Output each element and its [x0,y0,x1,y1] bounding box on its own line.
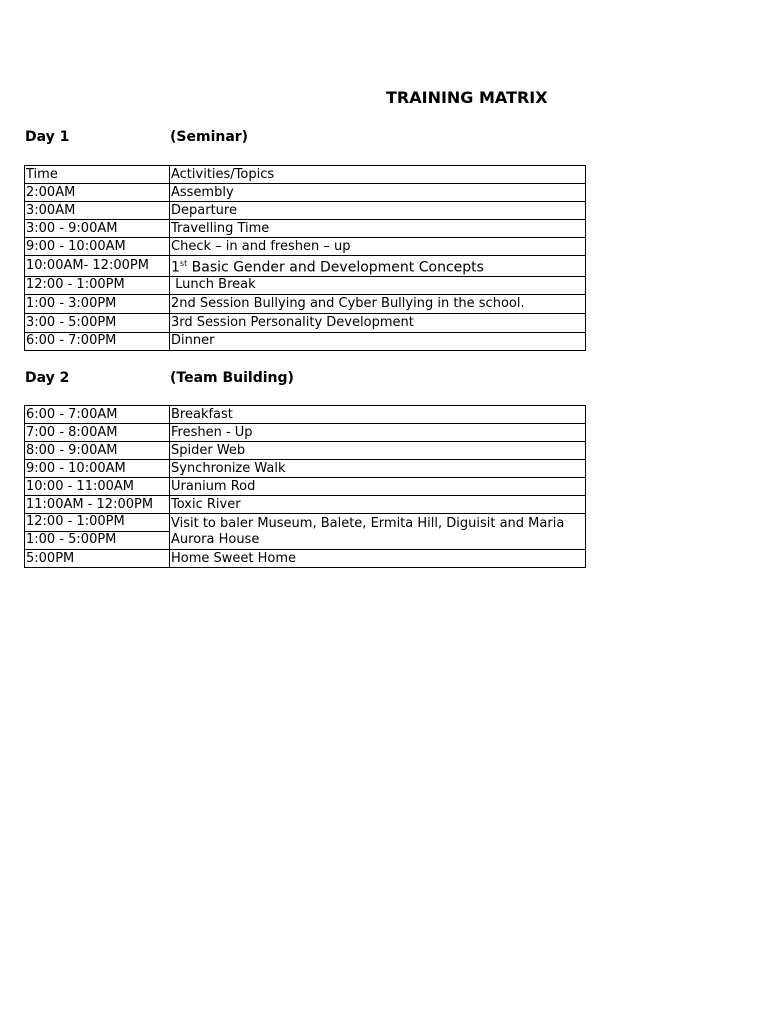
table-row [25,256,586,277]
time-cell: 12:00 - 1:00PM [25,276,170,294]
activity-cell: Home Sweet Home [170,550,586,568]
activity-cell: Departure [170,202,586,220]
activity-cell: Dinner [170,332,586,350]
time-cell: 10:00 - 11:00AM [25,478,170,496]
activity-cell: Synchronize Walk [170,460,586,478]
time-cell: 1:00 - 3:00PM [25,294,170,313]
time-cell: 10:00AM- 12:00PM [25,256,170,277]
activity-cell: Uranium Rod [170,478,586,496]
table-row [25,550,586,568]
time-cell: 12:00 - 1:00PM [26,514,125,529]
time-cell: 2:00AM [25,184,170,202]
table-row [25,202,586,220]
time-cell: 8:00 - 9:00AM [25,442,170,460]
time-cell: 1:00 - 5:00PM [25,531,169,549]
table-row [25,424,586,442]
activity-cell: Travelling Time [170,220,586,238]
time-cell: 11:00AM - 12:00PM [25,496,170,514]
activity-cell: 2nd Session Bullying and Cyber Bullying in the school. [170,294,586,313]
time-cell: 6:00 - 7:00PM [25,332,170,350]
table-header-row [25,166,586,184]
time-cell: 6:00 - 7:00AM [25,406,170,424]
table-row-merged [25,514,586,550]
table-row [25,442,586,460]
table-row [25,496,586,514]
table-row [25,460,586,478]
document-title: TRAINING MATRIX [386,88,548,107]
time-cell: 3:00 - 9:00AM [25,220,170,238]
activity-cell: Breakfast [170,406,586,424]
day1-schedule-table [24,165,586,351]
table-row [25,276,586,294]
day2-label: Day 2 [25,370,70,386]
time-cell: 3:00 - 5:00PM [25,313,170,332]
time-cell: 3:00AM [25,202,170,220]
activity-cell: Freshen - Up [170,424,586,442]
time-cell: 9:00 - 10:00AM [25,238,170,256]
table-row [25,238,586,256]
table-row [25,220,586,238]
activity-cell: Lunch Break [170,276,586,294]
activity-cell [170,256,586,277]
activity-cell: Check – in and freshen – up [170,238,586,256]
activity-cell: 3rd Session Personality Development [170,313,586,332]
table-row [25,332,586,350]
activity-cell: Visit to baler Museum, Balete, Ermita Hill, Diguisit and Maria Aurora House [170,514,586,550]
day2-schedule-table [24,405,586,568]
table-row [25,406,586,424]
time-cell: 9:00 - 10:00AM [25,460,170,478]
header-activity: Activities/Topics [170,166,586,184]
activity-cell: Toxic River [170,496,586,514]
table-row [25,184,586,202]
table-row [25,313,586,332]
table-row [25,294,586,313]
activity-cell: Spider Web [170,442,586,460]
activity-cell: Assembly [170,184,586,202]
day2-subtitle: (Team Building) [170,370,294,386]
table-row [25,478,586,496]
time-cell-stack [25,514,170,550]
ordinal-suffix: st [179,259,188,268]
day1-label: Day 1 [25,129,70,145]
activity-text: Basic Gender and Development Concepts [187,259,484,276]
time-cell: 7:00 - 8:00AM [25,424,170,442]
ordinal-number: 1 [171,259,180,276]
header-time: Time [25,166,170,184]
time-cell: 5:00PM [25,550,170,568]
day1-subtitle: (Seminar) [170,129,249,145]
